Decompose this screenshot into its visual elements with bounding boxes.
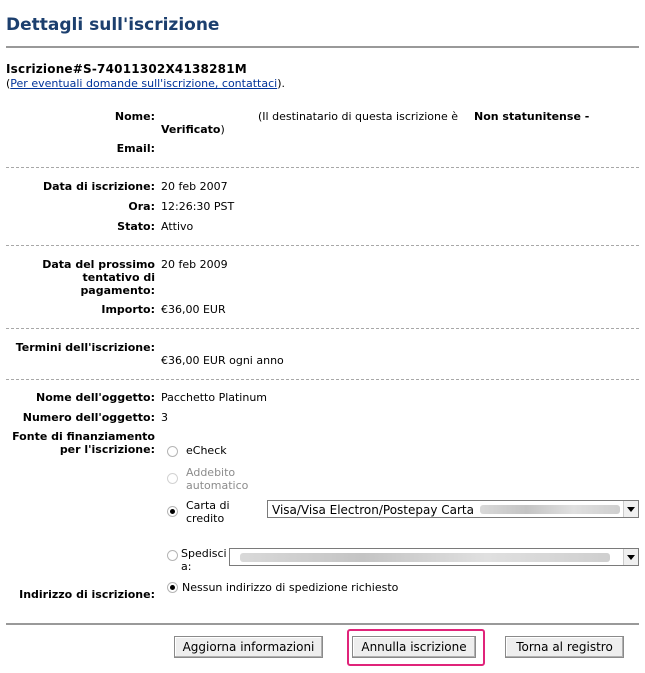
- ship-to-radio[interactable]: [167, 550, 178, 561]
- contact-link[interactable]: Per eventuali domande sull'iscrizione, contattaci: [10, 77, 278, 90]
- email-label: Email:: [116, 142, 155, 155]
- status-label: Stato:: [117, 220, 155, 233]
- next-attempt-value: 20 feb 2009: [161, 258, 228, 271]
- card-select-value: Visa/Visa Electron/Postepay Carta: [272, 503, 474, 517]
- credit-card-label: Carta di credito: [186, 499, 230, 525]
- auto-debit-radio: [167, 473, 178, 484]
- credit-card-radio[interactable]: [167, 506, 178, 517]
- title-divider: [6, 46, 639, 48]
- section-divider: [6, 379, 639, 380]
- address-label: Indirizzo di iscrizione:: [19, 588, 155, 601]
- echeck-radio[interactable]: [167, 446, 178, 457]
- page-title: Dettagli sull'iscrizione: [6, 15, 220, 35]
- section-divider: [6, 245, 639, 246]
- footer-divider: [6, 623, 639, 625]
- recipient-note-line1: [258, 110, 458, 123]
- ship-to-label: Spedisci a:: [181, 547, 227, 573]
- item-number-label: Numero dell'oggetto:: [22, 411, 155, 424]
- no-shipping-radio[interactable]: [167, 582, 178, 593]
- subscription-id: Iscrizione#S-74011302X4138281M: [6, 62, 247, 76]
- redacted-address: [240, 553, 610, 562]
- recipient-status: Non statunitense -: [474, 110, 590, 123]
- echeck-label: eCheck: [186, 444, 227, 457]
- section-divider: [6, 328, 639, 329]
- no-shipping-label: Nessun indirizzo di spedizione richiesto: [182, 581, 399, 594]
- redacted-card-number: [480, 505, 620, 514]
- terms-label: Termini dell'iscrizione:: [15, 341, 155, 354]
- item-number-value: 3: [161, 411, 168, 424]
- status-value: Attivo: [161, 220, 194, 233]
- update-info-button[interactable]: Aggiorna informazioni: [174, 636, 323, 658]
- chevron-down-icon: [623, 501, 638, 517]
- card-select[interactable]: [267, 500, 639, 518]
- name-label: Nome:: [114, 110, 155, 123]
- amount-value: €36,00 EUR: [161, 303, 226, 316]
- cancel-subscription-button[interactable]: Annulla iscrizione: [352, 636, 476, 658]
- contact-line: (Per eventuali domande sull'iscrizione, contattaci).: [6, 77, 285, 90]
- funding-label: Fonte di finanziamento per l'iscrizione:: [12, 430, 155, 456]
- amount-label: Importo:: [101, 303, 155, 316]
- time-value: 12:26:30 PST: [161, 200, 235, 213]
- section-divider: [6, 167, 639, 168]
- terms-value: €36,00 EUR ogni anno: [161, 354, 284, 367]
- recipient-note-line2: Verificato): [161, 123, 225, 136]
- item-name-label: Nome dell'oggetto:: [36, 391, 155, 404]
- next-attempt-label: Data del prossimo tentativo di pagamento:: [42, 258, 155, 297]
- item-name-value: Pacchetto Platinum: [161, 391, 268, 404]
- back-to-log-button[interactable]: Torna al registro: [505, 636, 624, 658]
- auto-debit-label: Addebito automatico: [186, 466, 249, 492]
- signup-date-label: Data di iscrizione:: [43, 180, 155, 193]
- ship-to-select[interactable]: [229, 548, 639, 566]
- chevron-down-icon: [623, 549, 638, 565]
- signup-date-value: 20 feb 2007: [161, 180, 228, 193]
- time-label: Ora:: [128, 200, 155, 213]
- recipient-note-prefix: (Il destinatario di questa iscrizione è: [258, 110, 459, 123]
